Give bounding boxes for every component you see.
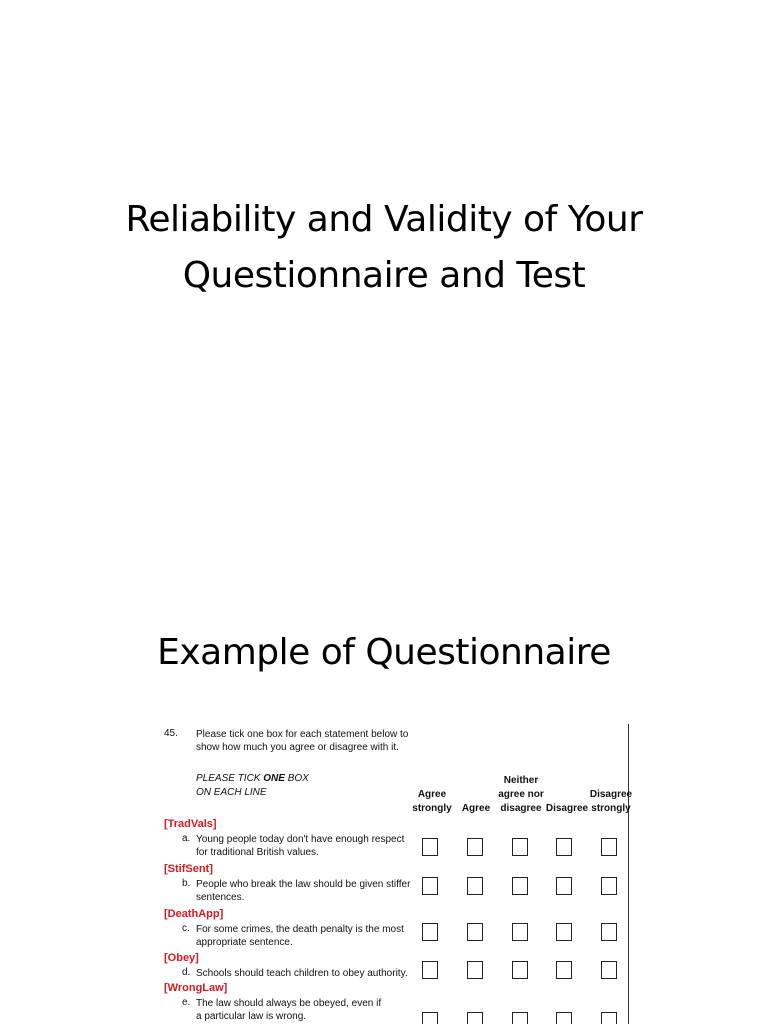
tick-box-disagree[interactable] <box>556 923 572 941</box>
tick-box-neither[interactable] <box>512 961 528 979</box>
tick-box-agree-strongly[interactable] <box>422 877 438 895</box>
tick-box-agree-strongly[interactable] <box>422 838 438 856</box>
questionnaire-image <box>150 718 640 1024</box>
tick-box-neither[interactable] <box>512 1012 528 1024</box>
item-text-line: The law should always be obeyed, even if <box>196 998 382 1009</box>
instruction <box>196 772 309 800</box>
column-header-disagree-strongly <box>588 788 634 816</box>
instruction-part-b: ONE <box>263 773 285 784</box>
item-code: [WrongLaw] <box>164 982 228 994</box>
question-line-2: show how much you agree or disagree with it. <box>196 742 399 753</box>
question-number: 45. <box>164 728 178 739</box>
tick-box-disagree-strongly[interactable] <box>601 838 617 856</box>
tick-box-agree[interactable] <box>467 1012 483 1024</box>
item-letter: b. <box>182 878 191 889</box>
tick-box-disagree-strongly[interactable] <box>601 1012 617 1024</box>
item-text-line: sentences. <box>196 892 245 903</box>
item-text <box>196 967 426 980</box>
column-header-text: Disagree <box>545 803 589 814</box>
column-header-text: strongly <box>412 803 452 814</box>
item-text <box>196 997 426 1023</box>
tick-box-disagree[interactable] <box>556 1012 572 1024</box>
instruction-line-1 <box>196 772 309 786</box>
column-header-text: Agree <box>461 803 491 814</box>
tick-box-disagree-strongly[interactable] <box>601 877 617 895</box>
tick-box-disagree-strongly[interactable] <box>601 923 617 941</box>
column-header-text: strongly <box>591 803 631 814</box>
tick-box-agree[interactable] <box>467 838 483 856</box>
slide-title-example: Example of Questionnaire <box>157 632 611 673</box>
tick-box-neither[interactable] <box>512 838 528 856</box>
tick-box-agree[interactable] <box>467 961 483 979</box>
item-text-line: Schools should teach children to obey authority. <box>196 968 408 979</box>
tick-box-agree-strongly[interactable] <box>422 923 438 941</box>
question-line-1: Please tick one box for each statement below to <box>196 729 409 740</box>
slide-title-line-2: Questionnaire and Test <box>182 255 586 296</box>
item-text-line: Young people today don't have enough respect <box>196 834 405 845</box>
column-header-agree-strongly <box>408 788 456 816</box>
tick-box-disagree[interactable] <box>556 961 572 979</box>
item-text-line: For some crimes, the death penalty is the most <box>196 924 404 935</box>
instruction-part-c: BOX <box>284 773 309 784</box>
tick-box-disagree-strongly[interactable] <box>601 961 617 979</box>
item-code: [TradVals] <box>164 818 217 830</box>
instruction-part-a: PLEASE TICK <box>196 773 264 784</box>
page-edge-line <box>628 724 629 1024</box>
column-header-text: Neither <box>503 775 539 786</box>
item-letter: c. <box>182 923 190 934</box>
tick-box-disagree[interactable] <box>556 838 572 856</box>
item-text-line: for traditional British values. <box>196 847 319 858</box>
slide-title-line-1: Reliability and Validity of Your <box>125 199 643 240</box>
tick-box-neither[interactable] <box>512 923 528 941</box>
item-text <box>196 923 426 949</box>
item-code: [Obey] <box>164 952 199 964</box>
item-text-line: People who break the law should be given stiffer <box>196 879 411 890</box>
item-code: [StifSent] <box>164 863 213 875</box>
column-header-neither <box>496 774 546 816</box>
column-header-text: Agree <box>417 789 447 800</box>
item-text-line: a particular law is wrong. <box>196 1011 307 1022</box>
item-letter: d. <box>182 967 191 978</box>
column-header-text: Disagree <box>589 789 633 800</box>
item-text-line: appropriate sentence. <box>196 937 293 948</box>
slide-title-reliability <box>0 192 768 304</box>
tick-box-agree-strongly[interactable] <box>422 1012 438 1024</box>
tick-box-neither[interactable] <box>512 877 528 895</box>
item-letter: a. <box>182 833 191 844</box>
column-header-disagree <box>544 802 590 816</box>
question-text <box>196 728 436 754</box>
tick-box-agree-strongly[interactable] <box>422 961 438 979</box>
item-code: [DeathApp] <box>164 908 224 920</box>
tick-box-agree[interactable] <box>467 877 483 895</box>
item-letter: e. <box>182 997 191 1008</box>
column-header-text: disagree <box>500 803 542 814</box>
tick-box-agree[interactable] <box>467 923 483 941</box>
column-header-agree <box>458 802 494 816</box>
item-text <box>196 878 426 904</box>
column-header-text: agree nor <box>498 789 544 800</box>
tick-box-disagree[interactable] <box>556 877 572 895</box>
item-text <box>196 833 426 859</box>
instruction-line-2: ON EACH LINE <box>196 787 267 798</box>
